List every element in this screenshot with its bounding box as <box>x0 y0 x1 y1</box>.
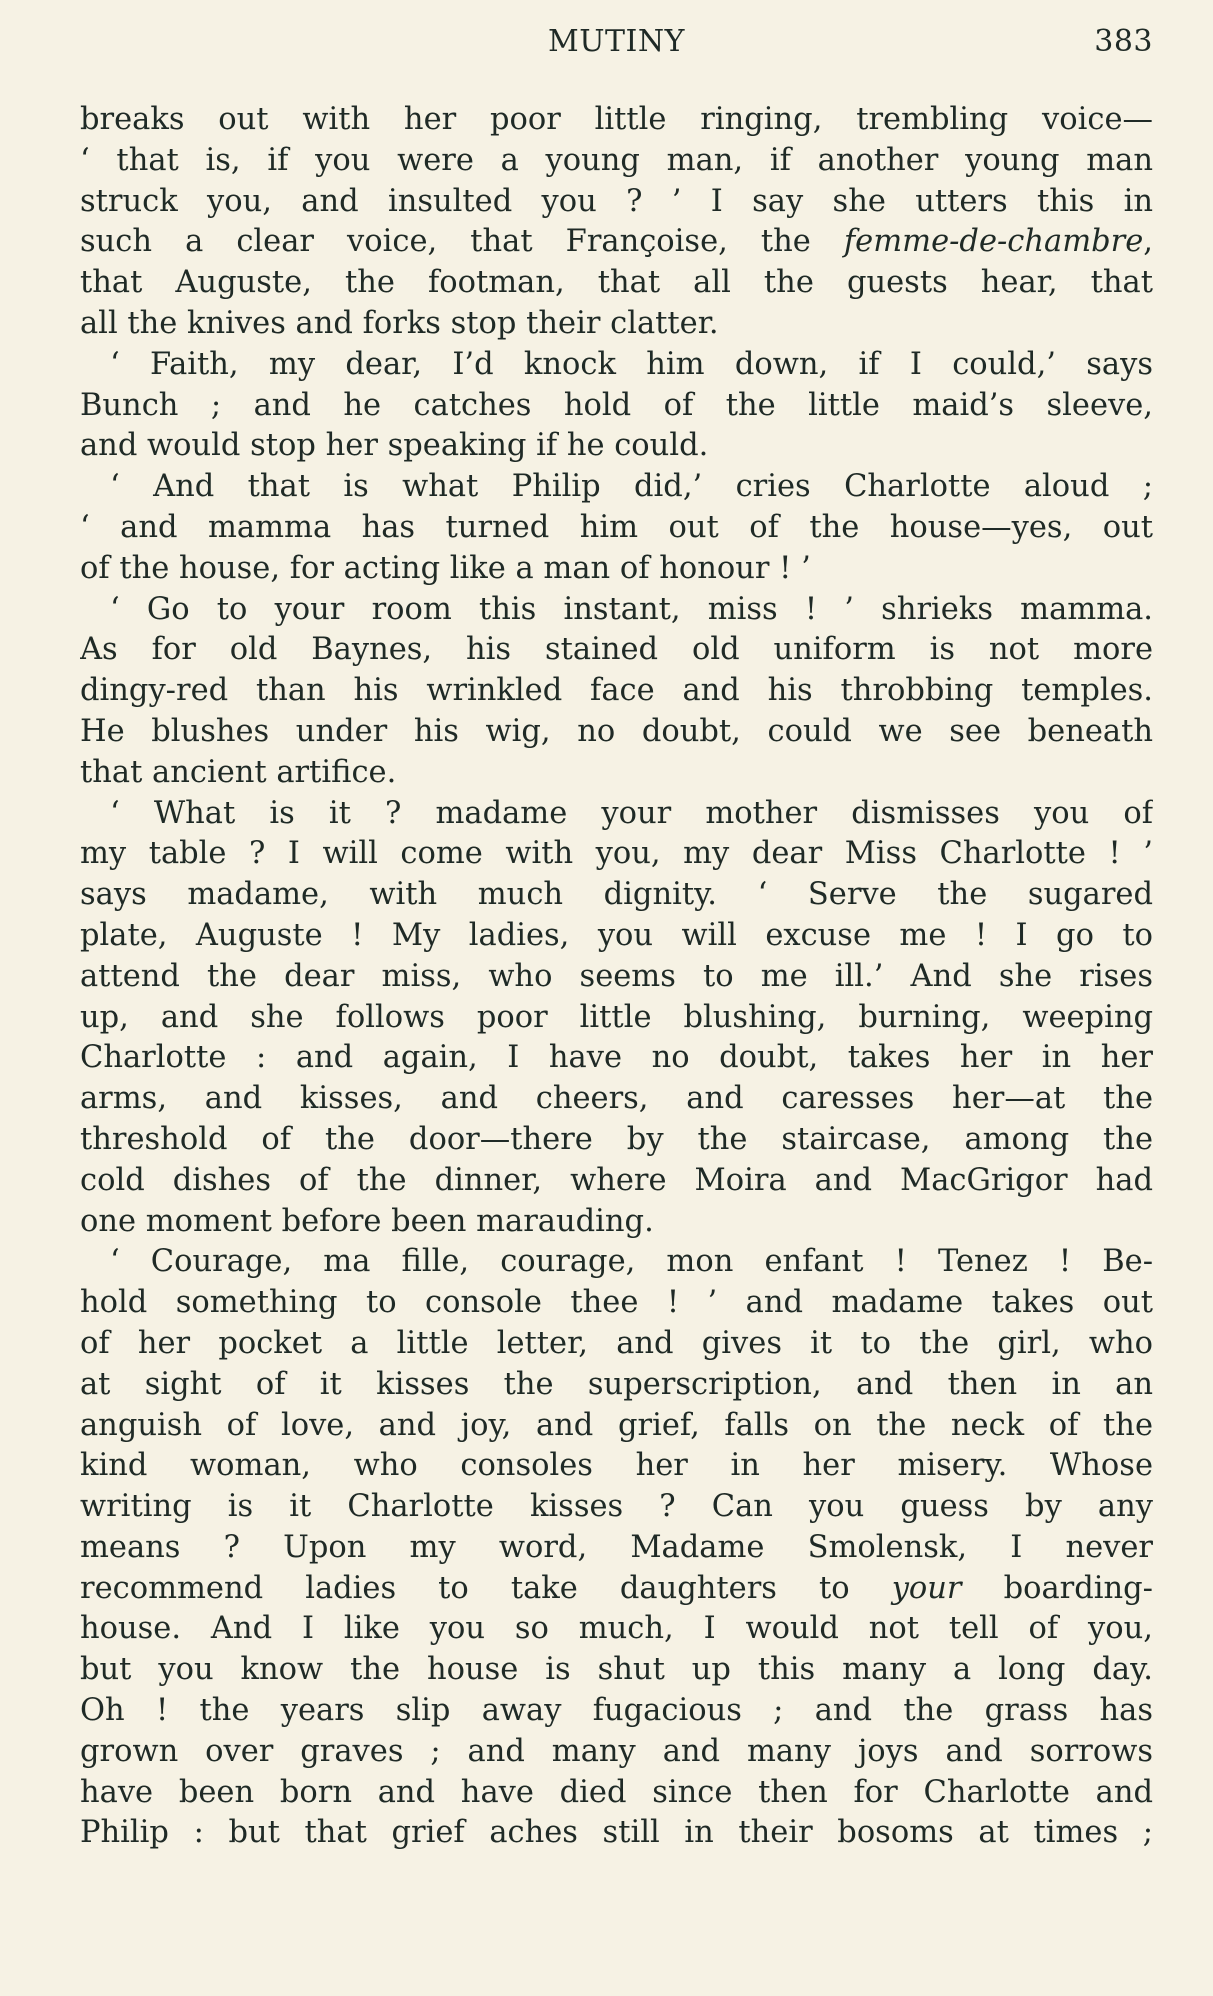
text-line: ‘ Courage, ma fille, courage, mon enfant ! Tenez ! Be- <box>110 1244 1153 1280</box>
text-line: and would stop her speaking if he could. <box>80 428 709 464</box>
text-line: As for old Baynes, his stained old uniform is not more <box>80 632 1153 668</box>
text-line: means ? Upon my word, Madame Smolensk, I never <box>80 1529 1153 1565</box>
text-line <box>80 222 1153 263</box>
text-line: plate, Auguste ! My ladies, you will excuse me ! I go to <box>80 917 1153 953</box>
running-title: MUTINY <box>548 24 685 59</box>
text-line: all the knives and forks stop their clatter. <box>80 305 719 341</box>
text-line: struck you, and insulted you ? ’ I say she utters this in <box>80 183 1153 219</box>
text-line: ‘ Go to your room this instant, miss ! ’ shrieks mamma. <box>110 591 1153 627</box>
text-line: Philip : but that grief aches still in their bosoms at times ; <box>80 1815 1153 1851</box>
text-line: arms, and kisses, and cheers, and caresses her—at the <box>80 1081 1153 1117</box>
text-line: writing is it Charlotte kisses ? Can you guess by any <box>80 1489 1153 1525</box>
text-line: Charlotte : and again, I have no doubt, takes her in her <box>80 1040 1153 1076</box>
text-line: threshold of the door—there by the staircase, among the <box>80 1121 1153 1157</box>
text-line: cold dishes of the dinner, where Moira and MacGrigor had <box>80 1162 1153 1198</box>
text-line: ‘ and mamma has turned him out of the house—yes, out <box>80 509 1153 545</box>
text-line: says madame, with much dignity. ‘ Serve the sugared <box>80 877 1153 913</box>
text-line: that ancient artifice. <box>80 754 397 790</box>
text-line: ‘ What is it ? madame your mother dismisses you of <box>110 795 1153 831</box>
text-line: house. And I like you so much, I would not tell of you, <box>80 1611 1153 1647</box>
text-line: but you know the house is shut up this many a long day. <box>80 1652 1153 1688</box>
text-line: hold something to console thee ! ’ and madame takes out <box>80 1285 1153 1321</box>
text-line: up, and she follows poor little blushing, burning, weeping <box>80 999 1153 1035</box>
text-line: ‘ And that is what Philip did,’ cries Charlotte aloud ; <box>110 469 1153 505</box>
text-line: attend the dear miss, who seems to me ill.’ And she rises <box>80 958 1153 994</box>
text-line: that Auguste, the footman, that all the guests hear, that <box>80 265 1153 301</box>
italic-phrase: your <box>891 1570 962 1606</box>
text-span: such a clear voice, that Françoise, the <box>80 224 844 260</box>
text-line: ‘ Faith, my dear, I’d knock him down, if I could,’ says <box>110 346 1153 382</box>
text-line: at sight of it kisses the superscription, and then in an <box>80 1366 1153 1402</box>
text-line: Bunch ; and he catches hold of the little maid’s sleeve, <box>80 387 1153 423</box>
text-line: anguish of love, and joy, and grief, falls on the neck of the <box>80 1407 1153 1443</box>
text-line <box>80 1569 1153 1610</box>
running-head <box>80 24 1153 64</box>
text-line: ‘ that is, if you were a young man, if another young man <box>80 142 1153 178</box>
italic-phrase: femme-de-chambre <box>843 224 1144 260</box>
text-line: have been born and have died since then for Charlotte and <box>80 1774 1153 1810</box>
body-text <box>80 100 1153 1854</box>
text-span: , <box>1143 224 1153 260</box>
text-line: of the house, for acting like a man of honour ! ’ <box>80 550 811 586</box>
text-line: He blushes under his wig, no doubt, could we see beneath <box>80 713 1153 749</box>
text-line: my table ? I will come with you, my dear Miss Charlotte ! ’ <box>80 836 1153 872</box>
page-number: 383 <box>1094 24 1153 59</box>
text-line: dingy-red than his wrinkled face and his throbbing temples. <box>80 673 1153 709</box>
text-line: one moment before been marauding. <box>80 1203 654 1239</box>
text-line: breaks out with her poor little ringing, trembling voice— <box>80 102 1153 137</box>
text-line: grown over graves ; and many and many joys and sorrows <box>80 1733 1153 1769</box>
text-line: Oh ! the years slip away fugacious ; and the grass has <box>80 1693 1153 1729</box>
text-span: boarding- <box>961 1570 1153 1606</box>
text-line: of her pocket a little letter, and gives it to the girl, who <box>80 1325 1153 1361</box>
text-line: kind woman, who consoles her in her misery. Whose <box>80 1448 1153 1484</box>
text-span: recommend ladies to take daughters to <box>80 1570 892 1606</box>
